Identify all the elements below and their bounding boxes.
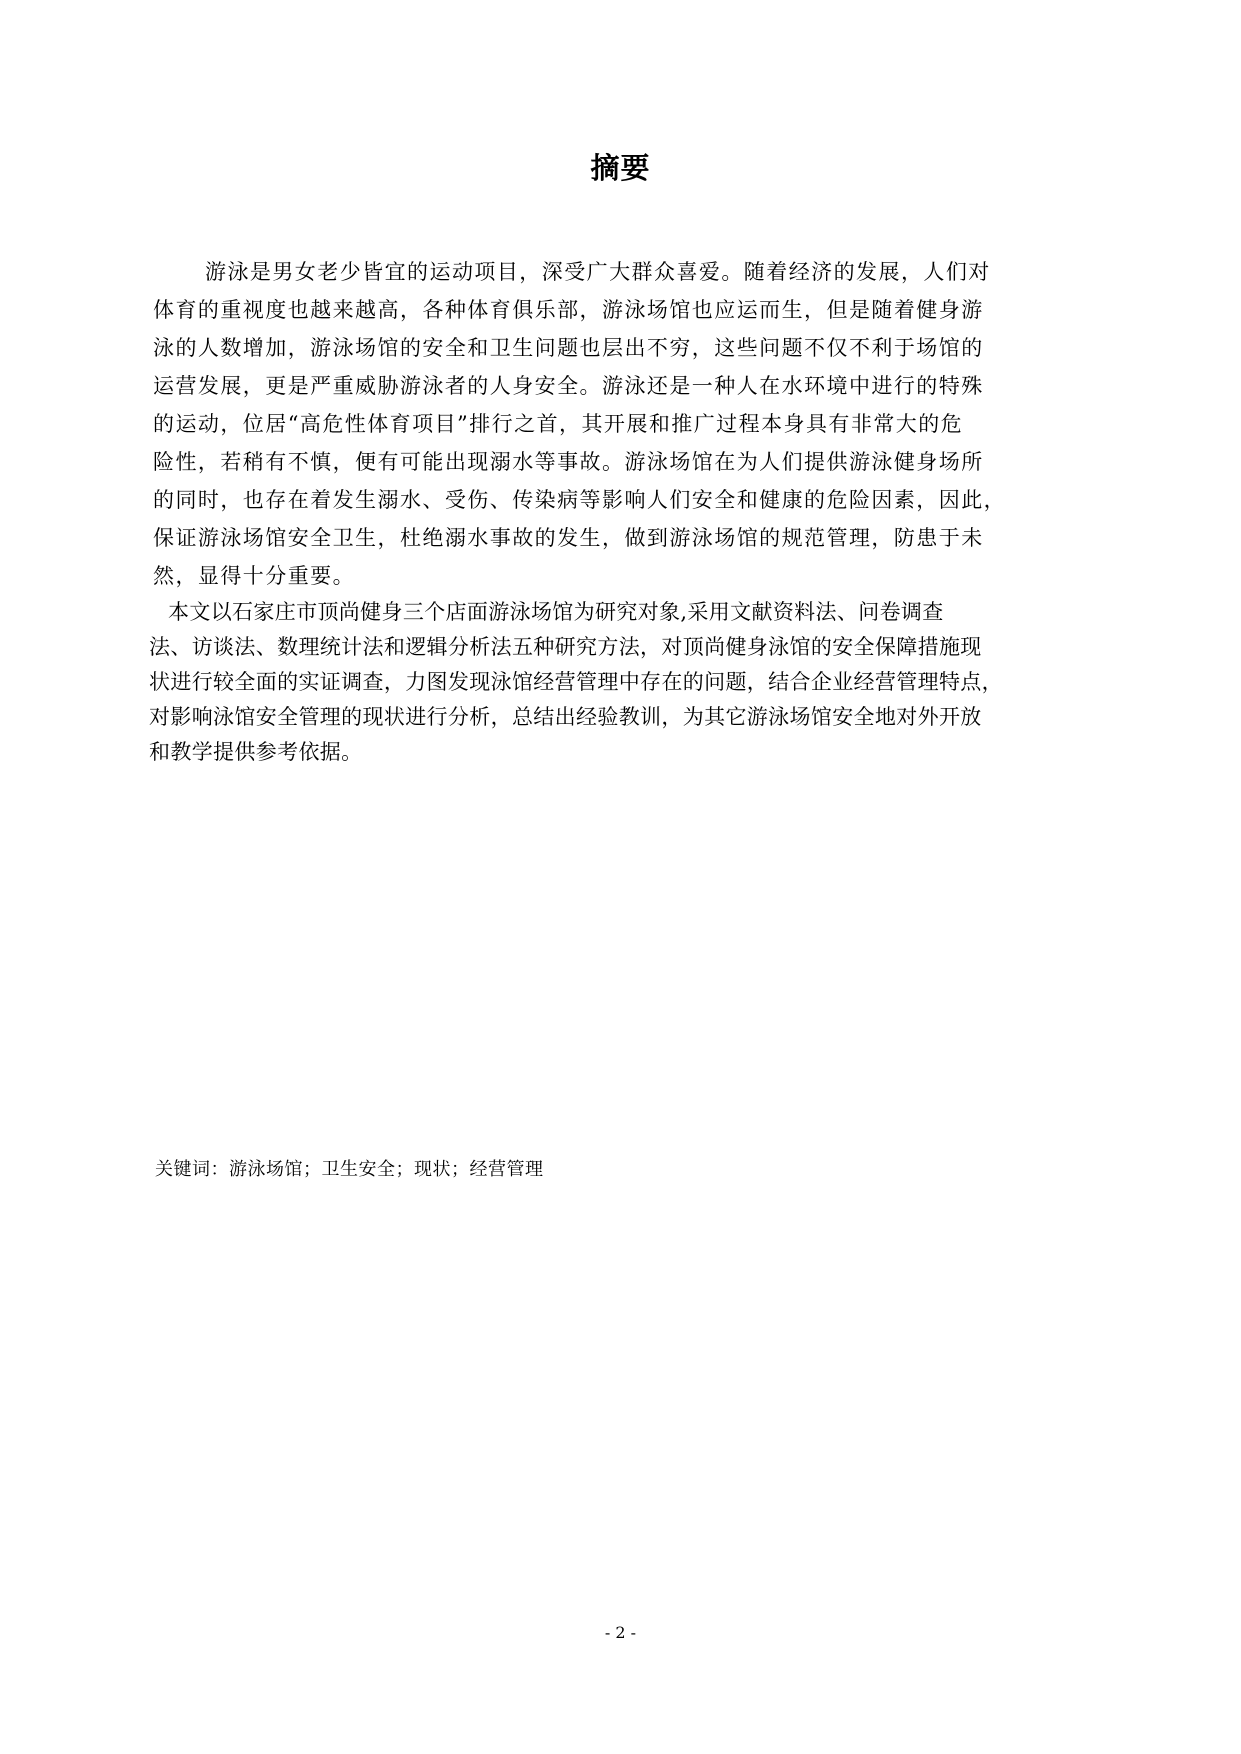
page-number: - 2 - bbox=[604, 1623, 637, 1642]
paragraph-line: 保证游泳场馆安全卫生，杜绝溺水事故的发生，做到游泳场馆的规范管理，防患于未 bbox=[153, 526, 984, 550]
keywords: 关键词：游泳场馆；卫生安全；现状；经营管理 bbox=[155, 1159, 544, 1180]
paragraph-line: 体育的重视度也越来越高，各种体育俱乐部，游泳场馆也应运而生，但是随着健身游 bbox=[153, 298, 984, 322]
paragraph-line: 状进行较全面的实证调查，力图发现泳馆经营管理中存在的问题，结合企业经营管理特点， bbox=[149, 670, 1003, 694]
paragraph-line: 对影响泳馆安全管理的现状进行分析，总结出经验教训，为其它游泳场馆安全地对外开放 bbox=[149, 705, 982, 729]
page-title: 摘要 bbox=[590, 151, 651, 185]
paragraph-line: 的运动，位居“高危性体育项目”排行之首，其开展和推广过程本身具有非常大的危 bbox=[153, 412, 964, 436]
paragraph-line: 然，显得十分重要。 bbox=[153, 564, 356, 588]
paragraph-line: 和教学提供参考依据。 bbox=[149, 740, 363, 764]
paragraph-line: 法、访谈法、数理统计法和逻辑分析法五种研究方法，对顶尚健身泳馆的安全保障措施现 bbox=[149, 635, 982, 659]
paragraph-line: 游泳是男女老少皆宜的运动项目，深受广大群众喜爱。随着经济的发展，人们对 bbox=[205, 260, 991, 284]
paragraph-line: 泳的人数增加，游泳场馆的安全和卫生问题也层出不穷，这些问题不仅不利于场馆的 bbox=[153, 336, 984, 360]
paragraph-line: 运营发展，更是严重威胁游泳者的人身安全。游泳还是一种人在水环境中进行的特殊 bbox=[153, 374, 984, 398]
paragraph-line: 险性，若稍有不慎，便有可能出现溺水等事故。游泳场馆在为人们提供游泳健身场所 bbox=[153, 450, 984, 474]
paragraph-line: 本文以石家庄市顶尚健身三个店面游泳场馆为研究对象,采用文献资料法、问卷调查 bbox=[168, 600, 944, 624]
paragraph-line: 的同时，也存在着发生溺水、受伤、传染病等影响人们安全和健康的危险因素，因此， bbox=[153, 488, 1007, 512]
